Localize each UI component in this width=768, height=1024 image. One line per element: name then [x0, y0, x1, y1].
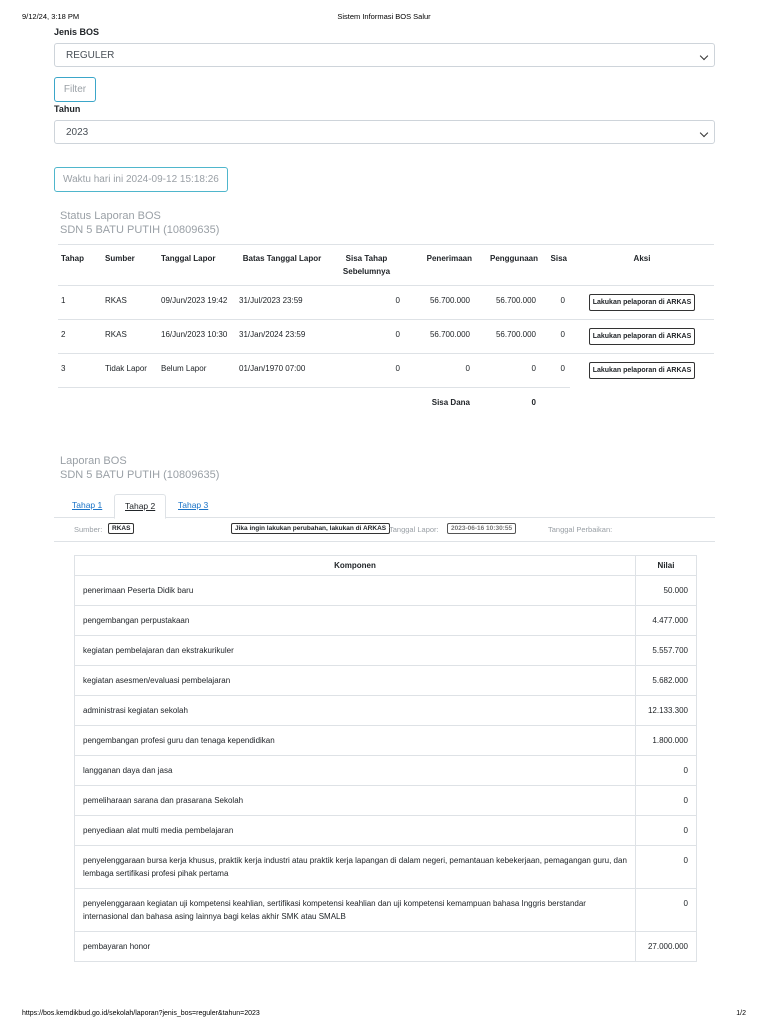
- cell-penggunaan: 0: [475, 354, 541, 388]
- cell-sumber: RKAS: [102, 320, 158, 354]
- cell-komponen: pemeliharaan sarana dan prasarana Sekolah: [75, 785, 636, 815]
- tab-tahap-2[interactable]: Tahap 2: [114, 494, 166, 519]
- cell-aksi: [570, 354, 714, 388]
- cell-komponen: penyediaan alat multi media pembelajaran: [75, 815, 636, 845]
- tab-tahap-1[interactable]: Tahap 1: [72, 499, 103, 510]
- jenis-bos-label: Jenis BOS: [54, 27, 100, 37]
- table-row: [75, 725, 697, 755]
- cell-komponen: langganan daya dan jasa: [75, 755, 636, 785]
- cell-nilai: 12.133.300: [636, 695, 697, 725]
- table-row: [75, 888, 697, 931]
- cell-nilai: 0: [636, 845, 697, 888]
- cell-nilai: 5.682.000: [636, 665, 697, 695]
- arkas-report-button[interactable]: Lakukan pelaporan di ARKAS: [589, 362, 696, 379]
- cell-batas: 31/Jan/2024 23:59: [236, 320, 328, 354]
- cell-komponen: administrasi kegiatan sekolah: [75, 695, 636, 725]
- table-row: [75, 845, 697, 888]
- table-row: [58, 286, 714, 320]
- laporan-title: Laporan BOS: [60, 454, 127, 467]
- cell-komponen: penerimaan Peserta Didik baru: [75, 575, 636, 605]
- cell-penggunaan: 56.700.000: [475, 286, 541, 320]
- cell-komponen: pengembangan profesi guru dan tenaga kependidikan: [75, 725, 636, 755]
- chevron-down-icon: [700, 129, 708, 137]
- table-row: [75, 815, 697, 845]
- table-row: [75, 785, 697, 815]
- status-title: Status Laporan BOS: [60, 210, 161, 222]
- col-tahap: Tahap: [58, 245, 102, 286]
- table-row: [75, 755, 697, 785]
- cell-sumber: RKAS: [102, 286, 158, 320]
- main-content: [54, 27, 715, 962]
- komponen-table: [74, 555, 697, 962]
- arkas-report-button[interactable]: Lakukan pelaporan di ARKAS: [589, 328, 696, 345]
- tahun-label: Tahun: [54, 104, 81, 114]
- cell-penerimaan: 56.700.000: [405, 320, 475, 354]
- cell-sisa: 0: [541, 286, 570, 320]
- tahun-value: 2023: [66, 127, 89, 138]
- cell-nilai: 27.000.000: [636, 931, 697, 961]
- cell-tanggal: 16/Jun/2023 10:30: [158, 320, 236, 354]
- current-time-display: Waktu hari ini 2024-09-12 15:18:26: [54, 167, 228, 192]
- cell-sisa-sebelum: 0: [328, 320, 405, 354]
- col-komponen: Komponen: [75, 555, 636, 575]
- cell-sisa-sebelum: 0: [328, 354, 405, 388]
- sisa-dana-value: 0: [531, 397, 536, 407]
- table-row: [75, 665, 697, 695]
- tab-tahap-3[interactable]: Tahap 3: [178, 499, 209, 510]
- cell-komponen: kegiatan asesmen/evaluasi pembelajaran: [75, 665, 636, 695]
- cell-nilai: 5.557.700: [636, 635, 697, 665]
- print-page-number: 1/2: [736, 1010, 746, 1017]
- cell-komponen: pengembangan perpustakaan: [75, 605, 636, 635]
- col-sumber: Sumber: [102, 245, 158, 286]
- filter-button[interactable]: Filter: [54, 77, 96, 102]
- cell-komponen: penyelenggaraan bursa kerja khusus, praktik kerja industri atau praktik kerja lapangan di dalam negeri, pemantauan kebekerjaan, pemagangan guru, dan lembaga sertifikasi profesi pihak pertama: [75, 845, 636, 888]
- cell-tahap: 1: [58, 286, 102, 320]
- print-date: 9/12/24, 3:18 PM: [22, 12, 80, 21]
- tanggal-lapor-label: Tanggal Lapor:: [389, 524, 439, 534]
- col-tanggal-lapor: Tanggal Lapor: [158, 245, 236, 286]
- cell-batas: 31/Jul/2023 23:59: [236, 286, 328, 320]
- cell-sisa-sebelum: 0: [328, 286, 405, 320]
- cell-komponen: kegiatan pembelajaran dan ekstrakurikuler: [75, 635, 636, 665]
- print-url: https://bos.kemdikbud.go.id/sekolah/laporan?jenis_bos=reguler&tahun=2023: [22, 1010, 260, 1017]
- cell-nilai: 0: [636, 755, 697, 785]
- status-school: SDN 5 BATU PUTIH (10809635): [60, 224, 220, 236]
- arkas-report-button[interactable]: Lakukan pelaporan di ARKAS: [589, 294, 696, 311]
- laporan-info-row: [54, 518, 715, 542]
- table-row: [58, 320, 714, 354]
- table-row: [75, 605, 697, 635]
- cell-komponen: penyelenggaraan kegiatan uji kompetensi keahlian, sertifikasi kompetensi keahlian dan uji kompetensi kemampuan bahasa Inggris berstandar internasional dan bahasa asing lainnya bagi kelas akhir SMK atau SMALB: [75, 888, 636, 931]
- table-row: [58, 354, 714, 388]
- tahun-select[interactable]: [54, 120, 715, 144]
- print-title: Sistem Informasi BOS Salur: [337, 12, 431, 21]
- cell-penggunaan: 56.700.000: [475, 320, 541, 354]
- cell-sumber: Tidak Lapor: [102, 354, 158, 388]
- cell-nilai: 4.477.000: [636, 605, 697, 635]
- table-row: [75, 635, 697, 665]
- tanggal-perbaikan-label: Tanggal Perbaikan:: [548, 524, 613, 534]
- cell-nilai: 1.800.000: [636, 725, 697, 755]
- table-row: [75, 695, 697, 725]
- cell-tanggal: Belum Lapor: [158, 354, 236, 388]
- cell-tanggal: 09/Jun/2023 19:42: [158, 286, 236, 320]
- status-table: [58, 244, 714, 417]
- cell-aksi: [570, 320, 714, 354]
- sisa-dana-label: Sisa Dana: [431, 397, 470, 407]
- table-row: [75, 575, 697, 605]
- laporan-school: SDN 5 BATU PUTIH (10809635): [60, 468, 220, 481]
- jenis-bos-value: REGULER: [66, 50, 115, 61]
- col-penerimaan: Penerimaan: [405, 245, 475, 286]
- cell-nilai: 0: [636, 815, 697, 845]
- sumber-label: Sumber:: [74, 524, 103, 534]
- col-sisa-tahap: Sisa Tahap Sebelumnya: [328, 245, 405, 286]
- tahap-tabs: [54, 488, 715, 518]
- cell-aksi: [570, 286, 714, 320]
- jenis-bos-select[interactable]: [54, 43, 715, 67]
- cell-penerimaan: 0: [405, 354, 475, 388]
- sisa-dana-row: [58, 387, 714, 417]
- col-penggunaan: Penggunaan: [475, 245, 541, 286]
- col-aksi: Aksi: [570, 245, 714, 286]
- col-sisa: Sisa: [541, 245, 570, 286]
- cell-komponen: pembayaran honor: [75, 931, 636, 961]
- cell-sisa: 0: [541, 320, 570, 354]
- cell-batas: 01/Jan/1970 07:00: [236, 354, 328, 388]
- print-header: [22, 12, 746, 24]
- cell-sisa: 0: [541, 354, 570, 388]
- cell-nilai: 0: [636, 888, 697, 931]
- tanggal-lapor-badge: 2023-06-16 10:30:55: [447, 523, 516, 534]
- ubah-arkas-note: Jika ingin lakukan perubahan, lakukan di ARKAS: [231, 523, 390, 534]
- cell-nilai: 0: [636, 785, 697, 815]
- cell-penerimaan: 56.700.000: [405, 286, 475, 320]
- col-nilai: Nilai: [636, 555, 697, 575]
- cell-tahap: 3: [58, 354, 102, 388]
- cell-tahap: 2: [58, 320, 102, 354]
- sumber-badge: RKAS: [108, 523, 134, 534]
- table-row: [75, 931, 697, 961]
- chevron-down-icon: [700, 52, 708, 60]
- cell-nilai: 50.000: [636, 575, 697, 605]
- col-batas-tanggal: Batas Tanggal Lapor: [236, 245, 328, 286]
